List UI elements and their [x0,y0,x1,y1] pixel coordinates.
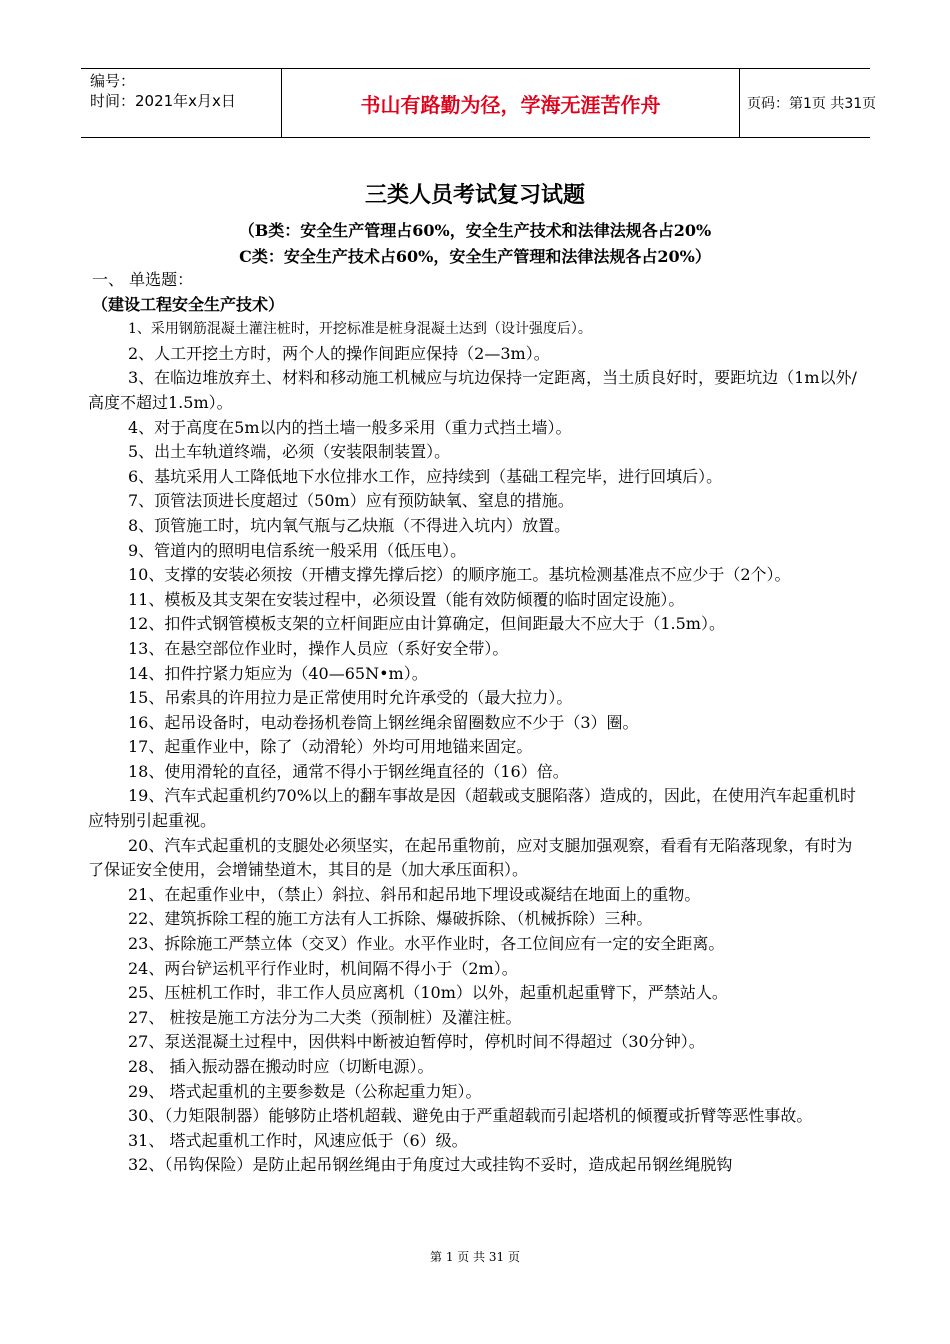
question-item: 24、两台铲运机平行作业时，机间隔不得小于（2m）。 [128,958,518,978]
question-item: 4、对于高度在5m以内的挡土墙一般多采用（重力式挡土墙）。 [128,417,572,437]
number-label: 编号： [90,72,136,90]
question-item: 5、出土车轨道终端，必须（安装限制装置）。 [128,442,451,462]
question-item: 22、建筑拆除工程的施工方法有人工拆除、爆破拆除、（机械拆除）三种。 [128,909,653,929]
question-item: 30、（力矩限制器）能够防止塔机超载、避免由于严重超载而引起塔机的倾覆或折臂等恶性事故。 [128,1106,813,1126]
subtitle-c: C类：安全生产技术占60%，安全生产管理和法律法规各占20%） [239,247,711,266]
question-item: 17、起重作业中，除了（动滑轮）外均可用地锚来固定。 [128,737,533,757]
question-item: 10、支撑的安装必须按（开槽支撑先撑后挖）的顺序施工。基坑检测基准点不应少于（2个）。 [128,565,791,585]
header-left-cell [81,69,281,137]
question-item: 19、汽车式起重机约70%以上的翻车事故是因（超载或支腿陷落）造成的，因此，在使用汽车起重机时应特别引起重视。 [88,786,856,831]
question-item: 12、扣件式钢管模板支架的立杆间距应由计算确定，但间距最大不应大于（1.5m）。 [128,614,725,634]
document-body [88,268,866,1178]
page-info: 页码：第1页 共31页 [747,96,877,112]
header-table [81,68,877,138]
question-item: 2、人工开挖土方时，两个人的操作间距应保持（2—3m）。 [128,343,550,363]
question-item: 3、在临边堆放弃土、材料和移动施工机械应与坑边保持一定距离，当土质良好时，要距坑边（1m以外/高度不超过1.5m）。 [88,368,857,412]
page-footer: 第 1 页 共 31 页 [430,1250,520,1264]
question-item: 15、吊索具的许用拉力是正常使用时允许承受的（最大拉力）。 [128,688,573,708]
section-heading: 一、 单选题： [92,270,194,289]
question-item: 32、（吊钩保险）是防止起吊钢丝绳由于角度过大或挂钩不妥时，造成起吊钢丝绳脱钩 [128,1155,733,1175]
question-item: 1、采用钢筋混凝土灌注桩时，开挖标准是桩身混凝土达到（设计强度后）。 [128,321,592,338]
question-item: 27、泵送混凝土过程中，因供料中断被迫暂停时，停机时间不得超过（30分钟）。 [128,1032,705,1052]
question-item: 18、使用滑轮的直径，通常不得小于钢丝绳直径的（16）倍。 [128,761,569,781]
question-item: 13、在悬空部位作业时，操作人员应（系好安全带）。 [128,638,509,658]
date-label: 时间：2021年x月x日 [90,92,236,110]
question-item: 27、 桩按是施工方法分为二大类（预制桩）及灌注桩。 [128,1007,522,1027]
document-title: 三类人员考试复习试题 [364,183,585,208]
motto: 书山有路勤为径，学海无涯苦作舟 [281,69,740,137]
question-item: 25、压桩机工作时，非工作人员应离机（10m）以外，起重机起重臂下，严禁站人。 [128,983,728,1003]
question-item: 29、 塔式起重机的主要参数是（公称起重力矩）。 [128,1081,482,1101]
question-item: 9、管道内的照明电信系统一般采用（低压电）。 [128,540,467,560]
question-item: 23、拆除施工严禁立体（交叉）作业。水平作业时，各工位间应有一定的安全距离。 [128,934,725,954]
question-item: 31、 塔式起重机工作时，风速应低于（6）级。 [128,1130,468,1150]
question-item: 20、汽车式起重机的支腿处必须坚实，在起吊重物前，应对支腿加强观察，看看有无陷落现象，有时为了保证安全使用，会增铺垫道木，其目的是（加大承压面积）。 [88,835,853,880]
question-item: 6、基坑采用人工降低地下水位排水工作，应持续到（基础工程完毕，进行回填后）。 [128,466,723,486]
question-item: 28、 插入振动器在搬动时应（切断电源）。 [128,1057,434,1076]
question-item: 21、在起重作业中，（禁止）斜拉、斜吊和起吊地下埋设或凝结在地面上的重物。 [128,884,701,904]
question-item: 7、顶管法顶进长度超过（50m）应有预防缺氧、窒息的措施。 [128,491,574,511]
question-item: 16、起吊设备时，电动卷扬机卷筒上钢丝绳余留圈数应不少于（3）圈。 [128,712,639,732]
part-heading: （建设工程安全生产技术） [92,294,285,314]
question-item: 11、模板及其支架在安装过程中，必须设置（能有效防倾覆的临时固定设施）。 [128,589,685,609]
question-item: 8、顶管施工时，坑内氧气瓶与乙炔瓶（不得进入坑内）放置。 [128,515,571,535]
subtitle-b: （B类：安全生产管理占60%，安全生产技术和法律法规各占20% [238,221,712,240]
question-item: 14、扣件拧紧力矩应为（40—65N•m）。 [128,663,428,683]
